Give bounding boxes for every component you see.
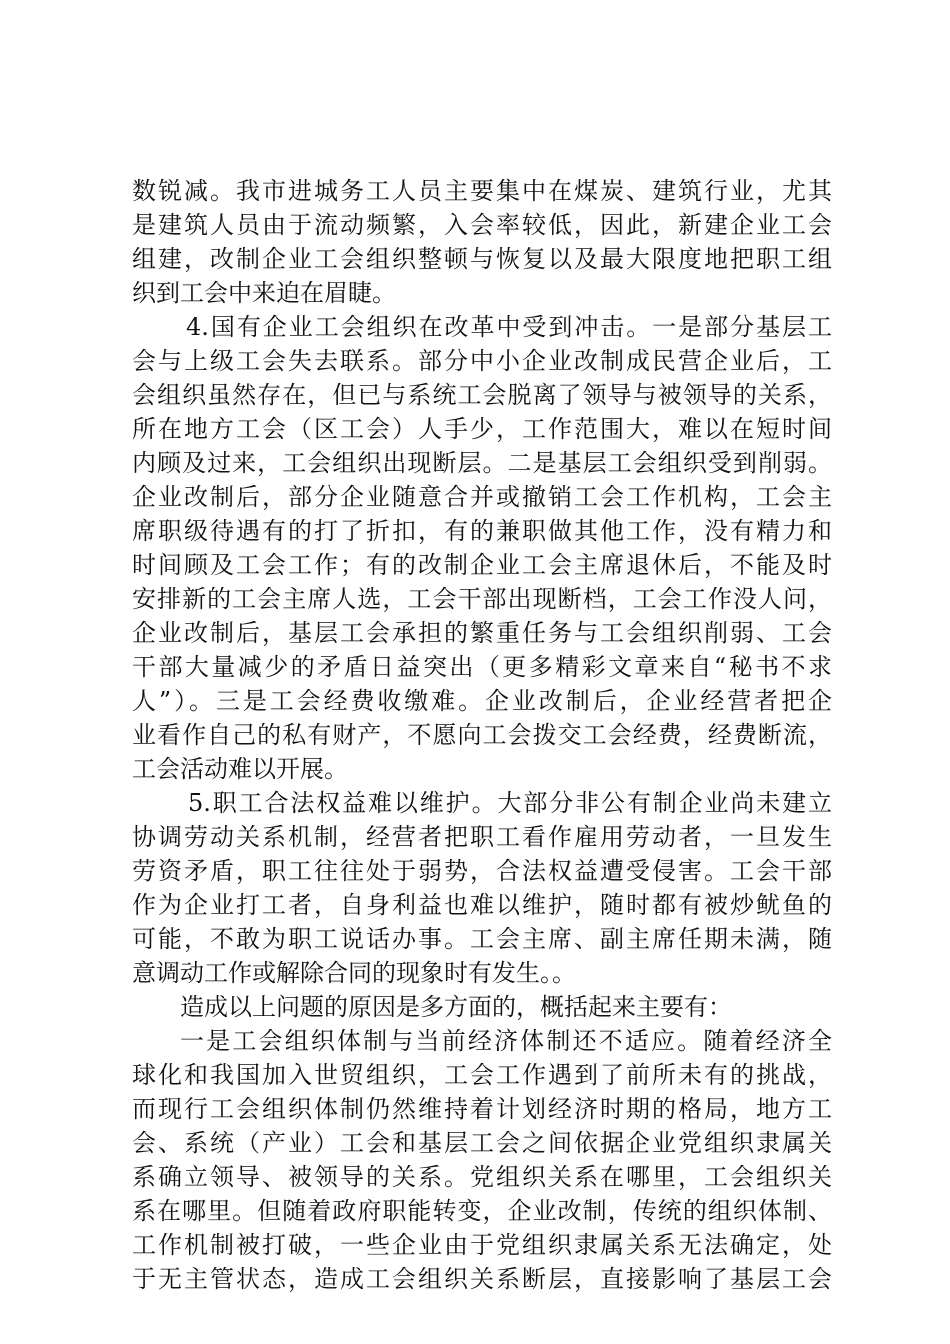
text-line: 会组织虽然存在，但已与系统工会脱离了领导与被领导的关系， (132, 381, 832, 409)
text-line: 会与上级工会失去联系。部分中小企业改制成民营企业后，工 (132, 347, 832, 375)
text-line: 业看作自己的私有财产，不愿向工会拨交工会经费，经费断流， (132, 721, 832, 749)
text-line: 工作机制被打破，一些企业由于党组织隶属关系无法确定，处 (132, 1231, 832, 1259)
paragraph-1 (132, 174, 832, 310)
text-line: 企业改制后，部分企业随意合并或撤销工会工作机构，工会主 (132, 483, 832, 511)
text-line: 数锐减。我市进城务工人员主要集中在煤炭、建筑行业，尤其 (132, 177, 832, 205)
text-line: 所在地方工会（区工会）人手少，工作范围大，难以在短时间 (132, 415, 832, 443)
text-line: 是建筑人员由于流动频繁，入会率较低，因此，新建企业工会 (132, 211, 832, 239)
text-line: 系在哪里。但随着政府职能转变，企业改制，传统的组织体制、 (132, 1197, 832, 1225)
paragraph-5 (132, 1024, 832, 1296)
text-line: 安排新的工会主席人选，工会干部出现断档，工会工作没人问， (132, 585, 832, 613)
text-line: 5.职工合法权益难以维护。大部分非公有制企业尚未建立 (188, 789, 832, 817)
text-line: 一是工会组织体制与当前经济体制还不适应。随着经济全 (180, 1027, 832, 1055)
text-line: 造成以上问题的原因是多方面的，概括起来主要有： (180, 993, 732, 1021)
text-line: 企业改制后，基层工会承担的繁重任务与工会组织削弱、工会 (132, 619, 832, 647)
text-line: 作为企业打工者，自身利益也难以维护，随时都有被炒鱿鱼的 (132, 891, 832, 919)
document-body (132, 174, 832, 1296)
text-line: 织到工会中来迫在眉睫。 (132, 279, 396, 307)
text-line: 4.国有企业工会组织在改革中受到冲击。一是部分基层工 (186, 313, 832, 341)
text-line: 于无主管状态，造成工会组织关系断层，直接影响了基层工会 (132, 1265, 832, 1293)
paragraph-4 (132, 990, 832, 1024)
text-line: 席职级待遇有的打了折扣，有的兼职做其他工作，没有精力和 (132, 517, 832, 545)
text-line: 组建，改制企业工会组织整顿与恢复以及最大限度地把职工组 (132, 245, 832, 273)
text-line: 协调劳动关系机制，经营者把职工看作雇用劳动者，一旦发生 (132, 823, 832, 851)
text-line: 可能，不敢为职工说话办事。工会主席、副主席任期未满，随 (132, 925, 832, 953)
text-line: 内顾及过来，工会组织出现断层。二是基层工会组织受到削弱。 (132, 449, 832, 477)
text-line: 球化和我国加入世贸组织，工会工作遇到了前所未有的挑战， (132, 1061, 832, 1089)
text-line: 时间顾及工会工作；有的改制企业工会主席退休后，不能及时 (132, 551, 832, 579)
text-line: 而现行工会组织体制仍然维持着计划经济时期的格局，地方工 (132, 1095, 832, 1123)
text-line: 工会活动难以开展。 (132, 755, 348, 783)
text-line: 干部大量减少的矛盾日益突出（更多精彩文章来自“秘书不求 (132, 653, 832, 681)
text-line: 会、系统（产业）工会和基层工会之间依据企业党组织隶属关 (132, 1129, 832, 1157)
text-line: 劳资矛盾，职工往往处于弱势，合法权益遭受侵害。工会干部 (132, 857, 832, 885)
text-line: 系确立领导、被领导的关系。党组织关系在哪里，工会组织关 (132, 1163, 832, 1191)
paragraph-3 (132, 786, 832, 990)
text-line: 意调动工作或解除合同的现象时有发生。。 (132, 959, 576, 987)
text-line: 人”）。三是工会经费收缴难。企业改制后，企业经营者把企 (132, 687, 832, 715)
paragraph-2 (132, 310, 832, 786)
